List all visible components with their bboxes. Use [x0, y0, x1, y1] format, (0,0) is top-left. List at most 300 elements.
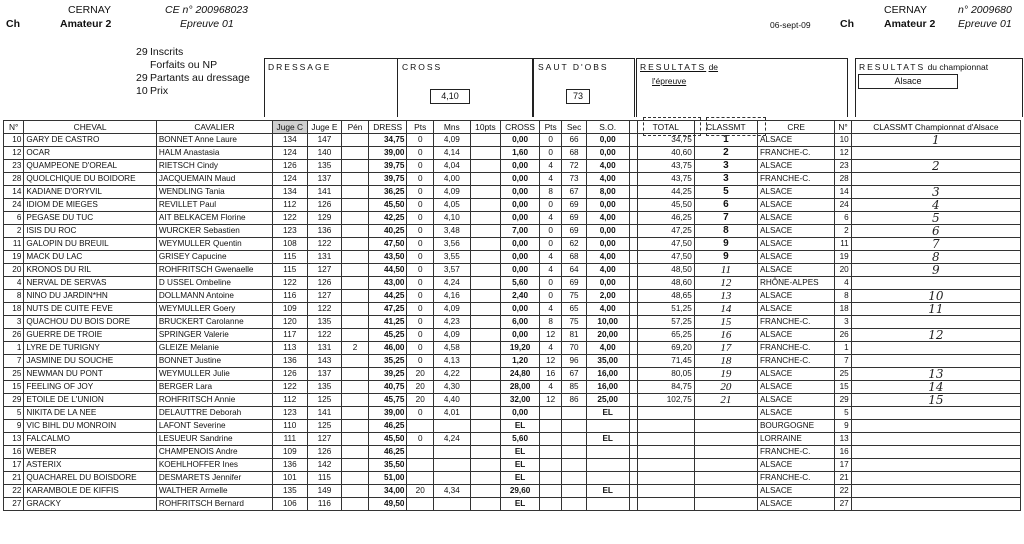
cell-total: 45,50	[637, 199, 694, 212]
cell-cross: 0,00	[501, 251, 540, 264]
cell-num: 13	[4, 433, 24, 446]
cell-cavalier: WALTHER Armelle	[156, 485, 272, 498]
cell-juge-c: 112	[273, 394, 308, 407]
cell-num2: 29	[835, 394, 851, 407]
gap-cell	[629, 381, 637, 394]
table-row	[4, 225, 1021, 238]
header-left-ce-number: CE n° 200968023	[165, 4, 249, 16]
cell-juge-c: 134	[273, 134, 308, 147]
col-header-cheval: CHEVAL	[24, 121, 156, 134]
cell-cavalier: WEYMULLER Julie	[156, 368, 272, 381]
cell-pen	[342, 277, 368, 290]
cell-so: 25,00	[586, 394, 629, 407]
cell-so-pts: 4	[539, 264, 561, 277]
cell-10pts	[470, 251, 501, 264]
cell-dress: 35,25	[368, 355, 407, 368]
cell-so: 16,00	[586, 368, 629, 381]
table-row	[4, 186, 1021, 199]
cell-so-pts: 12	[539, 355, 561, 368]
cell-cavalier: CHAMPENOIS Andre	[156, 446, 272, 459]
cell-mns: 3,57	[433, 264, 470, 277]
cell-so-pts: 8	[539, 186, 561, 199]
cell-so: 16,00	[586, 381, 629, 394]
cell-num2: 22	[835, 485, 851, 498]
table-row	[4, 420, 1021, 433]
cell-num: 18	[4, 303, 24, 316]
cell-cross: EL	[501, 420, 540, 433]
cell-juge-c: 115	[273, 264, 308, 277]
cell-cross-pts: 0	[407, 303, 433, 316]
cell-juge-e: 141	[307, 186, 342, 199]
cell-pen	[342, 420, 368, 433]
cell-cross: 0,00	[501, 238, 540, 251]
cell-classmt-champ: 11	[851, 303, 1020, 316]
cell-classmt-champ	[851, 420, 1020, 433]
cell-dress: 45,25	[368, 329, 407, 342]
gap-cell	[629, 199, 637, 212]
cell-so-pts	[539, 446, 561, 459]
gap-cell	[629, 407, 637, 420]
cell-num2: 9	[835, 420, 851, 433]
cell-num2: 7	[835, 355, 851, 368]
stats-block	[136, 46, 250, 98]
gap-cell	[629, 355, 637, 368]
cell-classmt-champ	[851, 446, 1020, 459]
cell-cavalier: BONNET Justine	[156, 355, 272, 368]
cell-10pts	[470, 316, 501, 329]
cell-so-pts	[539, 498, 561, 511]
cell-cheval: IDIOM DE MIEGES	[24, 199, 156, 212]
cell-dress: 41,25	[368, 316, 407, 329]
cell-total: 47,25	[637, 225, 694, 238]
cell-so-pts: 0	[539, 134, 561, 147]
cell-juge-e: 122	[307, 303, 342, 316]
cell-total	[637, 472, 694, 485]
cell-cheval: FEELING OF JOY	[24, 381, 156, 394]
cell-so: 10,00	[586, 316, 629, 329]
cell-cre: FRANCHE-C.	[757, 342, 834, 355]
cell-cheval: JASMINE DU SOUCHE	[24, 355, 156, 368]
cell-pen	[342, 303, 368, 316]
cell-mns	[433, 472, 470, 485]
cell-cre: FRANCHE-C.	[757, 446, 834, 459]
cell-cross-pts: 0	[407, 433, 433, 446]
cell-10pts	[470, 199, 501, 212]
resultats-champ-title: RESULTATS du championnat	[859, 62, 989, 72]
cell-dress: 45,50	[368, 199, 407, 212]
gap-cell	[629, 498, 637, 511]
cell-mns: 4,24	[433, 277, 470, 290]
cell-cheval: QUACHAREL DU BOISDORE	[24, 472, 156, 485]
cell-num2: 21	[835, 472, 851, 485]
cell-so-pts	[539, 433, 561, 446]
cell-pen	[342, 446, 368, 459]
cell-juge-c: 112	[273, 199, 308, 212]
cell-dress: 39,75	[368, 160, 407, 173]
cell-classmt: 17	[694, 342, 757, 355]
cell-juge-e: 127	[307, 290, 342, 303]
cell-num2: 18	[835, 303, 851, 316]
cell-num2: 8	[835, 290, 851, 303]
cell-dress: 47,25	[368, 303, 407, 316]
cell-cheval: FALCALMO	[24, 433, 156, 446]
cell-10pts	[470, 381, 501, 394]
cell-juge-c: 123	[273, 407, 308, 420]
cell-cheval: LYRE DE TURIGNY	[24, 342, 156, 355]
cell-classmt-champ	[851, 485, 1020, 498]
cell-num: 4	[4, 277, 24, 290]
cell-num: 12	[4, 147, 24, 160]
cell-classmt: 14	[694, 303, 757, 316]
cell-cavalier: LAFONT Severine	[156, 420, 272, 433]
cell-mns: 4,13	[433, 355, 470, 368]
cell-total	[637, 420, 694, 433]
cell-num: 10	[4, 134, 24, 147]
cell-juge-c: 115	[273, 251, 308, 264]
cell-cre: ALSACE	[757, 290, 834, 303]
cell-10pts	[470, 498, 501, 511]
cell-so-pts	[539, 459, 561, 472]
cell-mns: 4,09	[433, 186, 470, 199]
cell-dress: 42,25	[368, 212, 407, 225]
cell-dress: 46,25	[368, 420, 407, 433]
cell-cheval: GRACKY	[24, 498, 156, 511]
cell-classmt-champ	[851, 433, 1020, 446]
cell-num: 19	[4, 251, 24, 264]
cell-so: 0,00	[586, 134, 629, 147]
cell-num: 5	[4, 407, 24, 420]
cell-total	[637, 407, 694, 420]
cell-juge-c: 109	[273, 303, 308, 316]
cell-num: 2	[4, 225, 24, 238]
cell-num: 17	[4, 459, 24, 472]
cell-so-pts: 0	[539, 238, 561, 251]
cell-juge-c: 113	[273, 342, 308, 355]
cell-10pts	[470, 433, 501, 446]
cell-so	[586, 472, 629, 485]
cell-pen	[342, 316, 368, 329]
cell-sec: 65	[562, 303, 586, 316]
cell-classmt: 16	[694, 329, 757, 342]
cell-cross: 2,40	[501, 290, 540, 303]
header-right-category-code: Ch	[840, 18, 854, 30]
table-row	[4, 264, 1021, 277]
cell-pen	[342, 472, 368, 485]
cell-so-pts: 4	[539, 342, 561, 355]
cell-cheval: QUOLCHIQUE DU BOIDORE	[24, 173, 156, 186]
cell-cavalier: WURCKER Sebastien	[156, 225, 272, 238]
table-row	[4, 446, 1021, 459]
cell-so: EL	[586, 485, 629, 498]
cell-10pts	[470, 147, 501, 160]
cell-num2: 3	[835, 316, 851, 329]
cell-juge-c: 111	[273, 433, 308, 446]
cell-classmt-champ: 4	[851, 199, 1020, 212]
table-row	[4, 498, 1021, 511]
cell-juge-c: 101	[273, 472, 308, 485]
cell-num: 27	[4, 498, 24, 511]
cell-cross-pts	[407, 459, 433, 472]
table-row	[4, 316, 1021, 329]
cell-cre: BOURGOGNE	[757, 420, 834, 433]
cell-sec: 75	[562, 316, 586, 329]
cell-mns: 4,00	[433, 173, 470, 186]
cell-num2: 28	[835, 173, 851, 186]
cell-so-pts: 4	[539, 212, 561, 225]
cell-sec: 73	[562, 173, 586, 186]
cell-classmt-champ	[851, 355, 1020, 368]
cell-so	[586, 498, 629, 511]
cell-pen	[342, 394, 368, 407]
cell-total: 43,75	[637, 173, 694, 186]
cell-pen	[342, 225, 368, 238]
cell-cross-pts: 0	[407, 290, 433, 303]
table-row	[4, 381, 1021, 394]
col-header-pen: Pén	[342, 121, 368, 134]
cell-cross-pts: 0	[407, 173, 433, 186]
cell-cavalier: JACQUEMAIN Maud	[156, 173, 272, 186]
cell-sec: 72	[562, 160, 586, 173]
cell-cavalier: D USSEL Ombeline	[156, 277, 272, 290]
cell-classmt: 2	[694, 147, 757, 160]
cell-10pts	[470, 446, 501, 459]
cell-cheval: NEWMAN DU PONT	[24, 368, 156, 381]
cell-sec: 96	[562, 355, 586, 368]
cell-juge-e: 122	[307, 329, 342, 342]
cell-mns: 4,22	[433, 368, 470, 381]
cell-num2: 14	[835, 186, 851, 199]
cell-mns	[433, 446, 470, 459]
cell-so-pts: 0	[539, 147, 561, 160]
cell-sec: 68	[562, 147, 586, 160]
cell-cavalier: WEYMULLER Quentin	[156, 238, 272, 251]
cell-cavalier: DOLLMANN Antoine	[156, 290, 272, 303]
cell-cheval: PEGASE DU TUC	[24, 212, 156, 225]
col-header-juge-e: Juge E	[307, 121, 342, 134]
cell-cre: FRANCHE-C.	[757, 147, 834, 160]
cell-pen	[342, 160, 368, 173]
cell-cheval: KARAMBOLE DE KIFFIS	[24, 485, 156, 498]
cell-total	[637, 485, 694, 498]
cell-classmt: 12	[694, 277, 757, 290]
cell-mns: 4,09	[433, 134, 470, 147]
cell-10pts	[470, 303, 501, 316]
cell-cheval: NINO DU JARDIN*HN	[24, 290, 156, 303]
cell-dress: 45,75	[368, 394, 407, 407]
cell-cavalier: ROHFRITSCH Gwenaelle	[156, 264, 272, 277]
cell-so-pts: 0	[539, 199, 561, 212]
cell-sec	[562, 407, 586, 420]
cell-cre: FRANCHE-C.	[757, 173, 834, 186]
cell-cre: ALSACE	[757, 329, 834, 342]
cell-sec: 69	[562, 277, 586, 290]
cell-cheval: QUAMPEONE D'OREAL	[24, 160, 156, 173]
cell-classmt	[694, 485, 757, 498]
cell-pen	[342, 199, 368, 212]
cell-cross-pts: 0	[407, 134, 433, 147]
cell-cross: 0,00	[501, 264, 540, 277]
saut-time-box: 73	[566, 89, 590, 104]
cell-num: 22	[4, 485, 24, 498]
cell-classmt-champ: 6	[851, 225, 1020, 238]
cell-sec: 69	[562, 199, 586, 212]
cell-pen	[342, 407, 368, 420]
cell-juge-e: 140	[307, 147, 342, 160]
cell-cre: ALSACE	[757, 264, 834, 277]
cell-juge-c: 117	[273, 329, 308, 342]
cell-so-pts: 12	[539, 394, 561, 407]
cell-10pts	[470, 264, 501, 277]
cell-total: 69,20	[637, 342, 694, 355]
table-row	[4, 212, 1021, 225]
cell-classmt-champ: 13	[851, 368, 1020, 381]
cell-dress: 49,50	[368, 498, 407, 511]
cell-classmt: 1	[694, 134, 757, 147]
cell-juge-e: 126	[307, 446, 342, 459]
cell-classmt-champ: 10	[851, 290, 1020, 303]
cell-classmt-champ: 7	[851, 238, 1020, 251]
cell-juge-e: 127	[307, 433, 342, 446]
cell-dress: 51,00	[368, 472, 407, 485]
cell-10pts	[470, 407, 501, 420]
cell-num2: 10	[835, 134, 851, 147]
cell-juge-c: 126	[273, 160, 308, 173]
cell-10pts	[470, 472, 501, 485]
cell-cross-pts: 0	[407, 355, 433, 368]
cell-classmt: 3	[694, 173, 757, 186]
col-header-num2: N°	[835, 121, 851, 134]
cell-juge-e: 129	[307, 212, 342, 225]
cell-classmt: 19	[694, 368, 757, 381]
cell-cross: 0,00	[501, 134, 540, 147]
cell-cre: ALSACE	[757, 303, 834, 316]
cell-10pts	[470, 173, 501, 186]
cell-dress: 45,50	[368, 433, 407, 446]
cell-cavalier: REVILLET Paul	[156, 199, 272, 212]
header-date: 06-sept-09	[770, 20, 811, 30]
cell-mns: 4,05	[433, 199, 470, 212]
cell-so-pts	[539, 485, 561, 498]
cell-so: 0,00	[586, 238, 629, 251]
cell-cross: 0,00	[501, 173, 540, 186]
results-table	[3, 120, 1021, 511]
cell-cheval: NIKITA DE LA NEE	[24, 407, 156, 420]
cell-juge-c: 109	[273, 446, 308, 459]
cell-dress: 44,25	[368, 290, 407, 303]
cell-pen	[342, 251, 368, 264]
cell-cre: ALSACE	[757, 381, 834, 394]
cell-classmt-champ	[851, 316, 1020, 329]
cell-so-pts	[539, 472, 561, 485]
cell-cavalier: DELAUTTRE Deborah	[156, 407, 272, 420]
cell-so: 8,00	[586, 186, 629, 199]
cell-cross: 7,00	[501, 225, 540, 238]
header-left-category: Amateur 2	[60, 18, 112, 30]
cell-cre: ALSACE	[757, 368, 834, 381]
cell-total	[637, 498, 694, 511]
cell-num2: 17	[835, 459, 851, 472]
cell-pen	[342, 459, 368, 472]
cell-so: EL	[586, 407, 629, 420]
cell-num2: 5	[835, 407, 851, 420]
cell-cre: ALSACE	[757, 238, 834, 251]
cell-mns: 3,48	[433, 225, 470, 238]
stat-forfaits: Forfaits ou NP	[150, 59, 218, 71]
col-header-juge-c: Juge C	[273, 121, 308, 134]
cell-classmt: 6	[694, 199, 757, 212]
cell-juge-c: 126	[273, 368, 308, 381]
cell-num: 25	[4, 368, 24, 381]
cell-cre: ALSACE	[757, 199, 834, 212]
cell-10pts	[470, 225, 501, 238]
gap-cell	[629, 472, 637, 485]
cell-juge-c: 124	[273, 147, 308, 160]
cell-juge-c: 122	[273, 212, 308, 225]
cell-cavalier: WENDLING Tania	[156, 186, 272, 199]
cell-juge-e: 126	[307, 199, 342, 212]
cell-num2: 25	[835, 368, 851, 381]
cell-num: 6	[4, 212, 24, 225]
gap-cell	[629, 485, 637, 498]
cell-pen	[342, 368, 368, 381]
cell-pen	[342, 186, 368, 199]
table-row	[4, 147, 1021, 160]
header-right-category: Amateur 2	[884, 18, 936, 30]
cell-juge-e: 135	[307, 381, 342, 394]
cell-mns: 4,30	[433, 381, 470, 394]
cell-cross-pts: 0	[407, 316, 433, 329]
cell-num2: 1	[835, 342, 851, 355]
cell-so-pts: 0	[539, 290, 561, 303]
cell-juge-c: 116	[273, 290, 308, 303]
cell-juge-c: 110	[273, 420, 308, 433]
cell-juge-e: 141	[307, 407, 342, 420]
table-row	[4, 407, 1021, 420]
cell-10pts	[470, 186, 501, 199]
cell-dress: 34,75	[368, 134, 407, 147]
cell-sec: 69	[562, 212, 586, 225]
cell-num2: 4	[835, 277, 851, 290]
cell-juge-e: 131	[307, 342, 342, 355]
cell-10pts	[470, 485, 501, 498]
cell-so-pts	[539, 420, 561, 433]
cell-so-pts: 0	[539, 277, 561, 290]
cell-10pts	[470, 160, 501, 173]
cell-sec: 64	[562, 264, 586, 277]
cell-juge-c: 124	[273, 173, 308, 186]
cell-juge-c: 136	[273, 355, 308, 368]
cell-mns	[433, 420, 470, 433]
cell-cross: 1,60	[501, 147, 540, 160]
cell-so-pts: 4	[539, 160, 561, 173]
cell-cross-pts: 0	[407, 329, 433, 342]
cell-cheval: OCAR	[24, 147, 156, 160]
cell-juge-c: 120	[273, 316, 308, 329]
cell-juge-e: 135	[307, 160, 342, 173]
gap-cell	[629, 225, 637, 238]
cell-num: 1	[4, 342, 24, 355]
stat-prix: 10 Prix	[136, 85, 169, 97]
cell-so: 2,00	[586, 290, 629, 303]
cell-cheval: ISIS DU ROC	[24, 225, 156, 238]
cell-sec: 67	[562, 186, 586, 199]
cell-10pts	[470, 329, 501, 342]
cell-pen	[342, 498, 368, 511]
cell-mns: 4,23	[433, 316, 470, 329]
cell-num2: 12	[835, 147, 851, 160]
cell-mns: 4,34	[433, 485, 470, 498]
cell-cross: 29,60	[501, 485, 540, 498]
